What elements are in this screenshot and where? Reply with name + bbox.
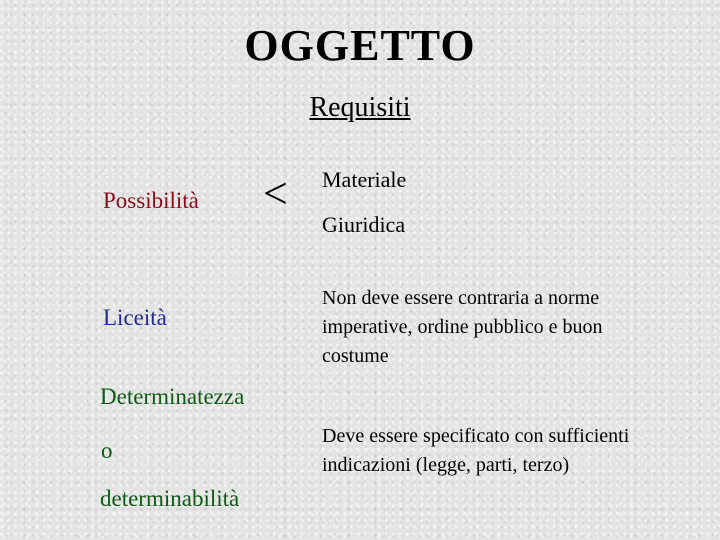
determinatezza-label: Determinatezza: [100, 384, 245, 409]
determinabilita-label: determinabilità: [100, 486, 240, 511]
determinatezza-description-line: indicazioni (legge, parti, terzo): [322, 454, 570, 476]
option-materiale: Materiale: [322, 167, 407, 192]
liceita-description-line: imperative, ordine pubblico e buon: [322, 316, 603, 338]
determinatezza-description-line: Deve essere specificato con sufficienti: [322, 425, 630, 447]
slide-subtitle: Requisiti: [309, 92, 411, 123]
slide-title: OGGETTO: [244, 21, 476, 70]
option-giuridica: Giuridica: [322, 212, 406, 237]
liceita-description-line: costume: [322, 345, 389, 367]
liceita-description-line: Non deve essere contraria a norme: [322, 287, 600, 309]
determinatezza-description: [322, 422, 629, 480]
liceita-label: Liceità: [103, 305, 167, 330]
possibilita-label: Possibilità: [103, 188, 199, 213]
branch-symbol: <: [263, 169, 288, 218]
liceita-description: [322, 284, 602, 371]
determinatezza-conjunction: o: [101, 438, 113, 463]
